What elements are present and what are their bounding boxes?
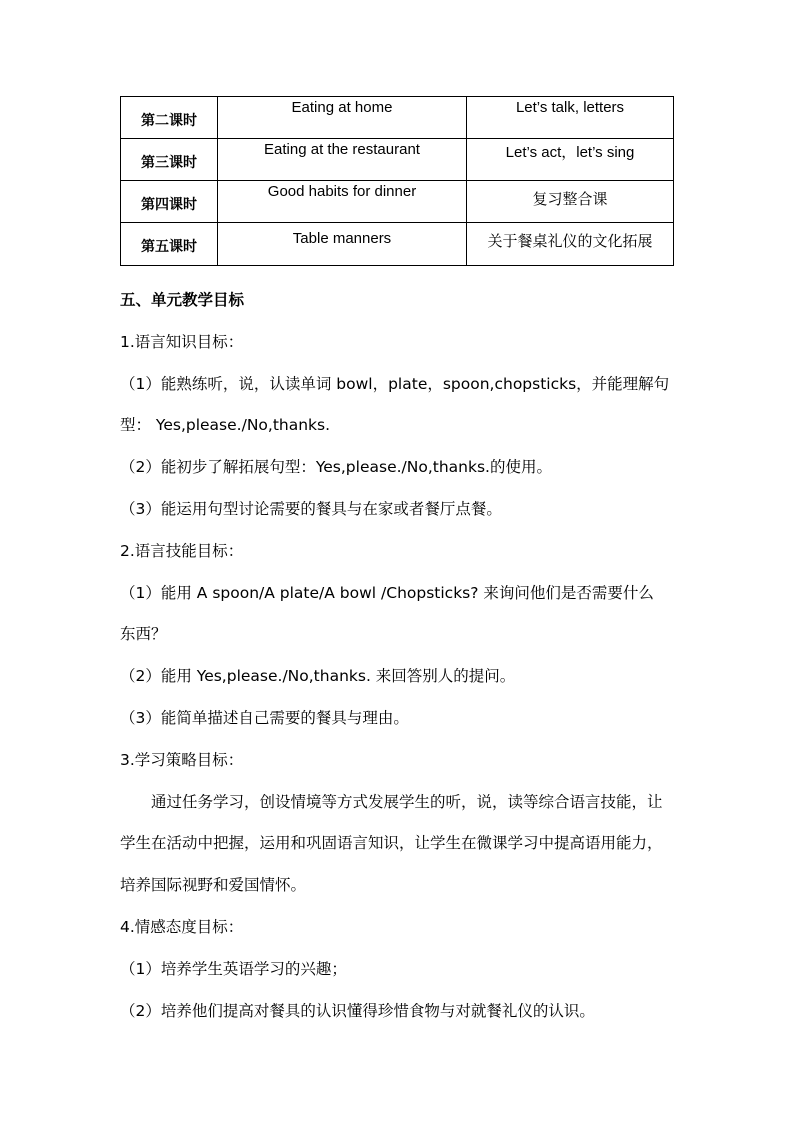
lesson-schedule-table <box>120 96 674 266</box>
objective-line: 型： Yes,please./No,thanks. <box>120 416 331 435</box>
objective-heading-attitude: 4.情感态度目标： <box>120 917 244 936</box>
period-cell: 第三课时 <box>121 139 218 181</box>
period-cell: 第四课时 <box>121 181 218 223</box>
objective-line: 东西？ <box>120 625 167 644</box>
objective-line: （2）培养他们提高对餐具的认识懂得珍惜食物与对就餐礼仪的认识。 <box>120 1001 595 1020</box>
objective-line: （3）能简单描述自己需要的餐具与理由。 <box>120 708 409 727</box>
objective-line: （1）能熟练听，说，认读单词 bowl，plate，spoon,chopsticks，并能理解句 <box>120 374 670 393</box>
activity-cell: Let’s talk, letters <box>467 97 674 139</box>
objective-line: （2）能用 Yes,please./No,thanks. 来回答别人的提问。 <box>120 667 516 686</box>
topic-cell: Eating at home <box>218 97 467 139</box>
objective-line: （1）能用 A spoon/A plate/A bowl /Chopsticks? 来询问他们是否需要什么 <box>120 583 654 602</box>
teaching-objectives-section <box>120 287 680 1039</box>
objective-line: （1）培养学生英语学习的兴趣； <box>120 959 347 978</box>
table-row <box>121 139 674 181</box>
topic-cell: Table manners <box>218 223 467 266</box>
objective-heading-strategy: 3.学习策略目标： <box>120 750 244 769</box>
topic-cell: Eating at the restaurant <box>218 139 467 181</box>
period-cell: 第五课时 <box>121 223 218 266</box>
objective-paragraph-line: 培养国际视野和爱国情怀。 <box>120 876 307 895</box>
objective-paragraph-line: 通过任务学习，创设情境等方式发展学生的听，说，读等综合语言技能，让 <box>151 792 663 811</box>
objective-line: （3）能运用句型讨论需要的餐具与在家或者餐厅点餐。 <box>120 499 502 518</box>
activity-cell: 复习整合课 <box>467 181 674 223</box>
objective-line: （2）能初步了解拓展句型：Yes,please./No,thanks.的使用。 <box>120 458 552 477</box>
activity-cell: Let’s act，let’s sing <box>467 139 674 181</box>
table-row <box>121 181 674 223</box>
objective-heading-knowledge: 1.语言知识目标： <box>120 332 244 351</box>
table-row <box>121 223 674 266</box>
objective-heading-skills: 2.语言技能目标： <box>120 541 244 560</box>
table-row <box>121 97 674 139</box>
period-cell: 第二课时 <box>121 97 218 139</box>
activity-cell: 关于餐桌礼仪的文化拓展 <box>467 223 674 266</box>
section-title: 五、单元教学目标 <box>120 291 245 309</box>
topic-cell: Good habits for dinner <box>218 181 467 223</box>
objective-paragraph-line: 学生在活动中把握，运用和巩固语言知识，让学生在微课学习中提高语用能力， <box>120 834 663 853</box>
